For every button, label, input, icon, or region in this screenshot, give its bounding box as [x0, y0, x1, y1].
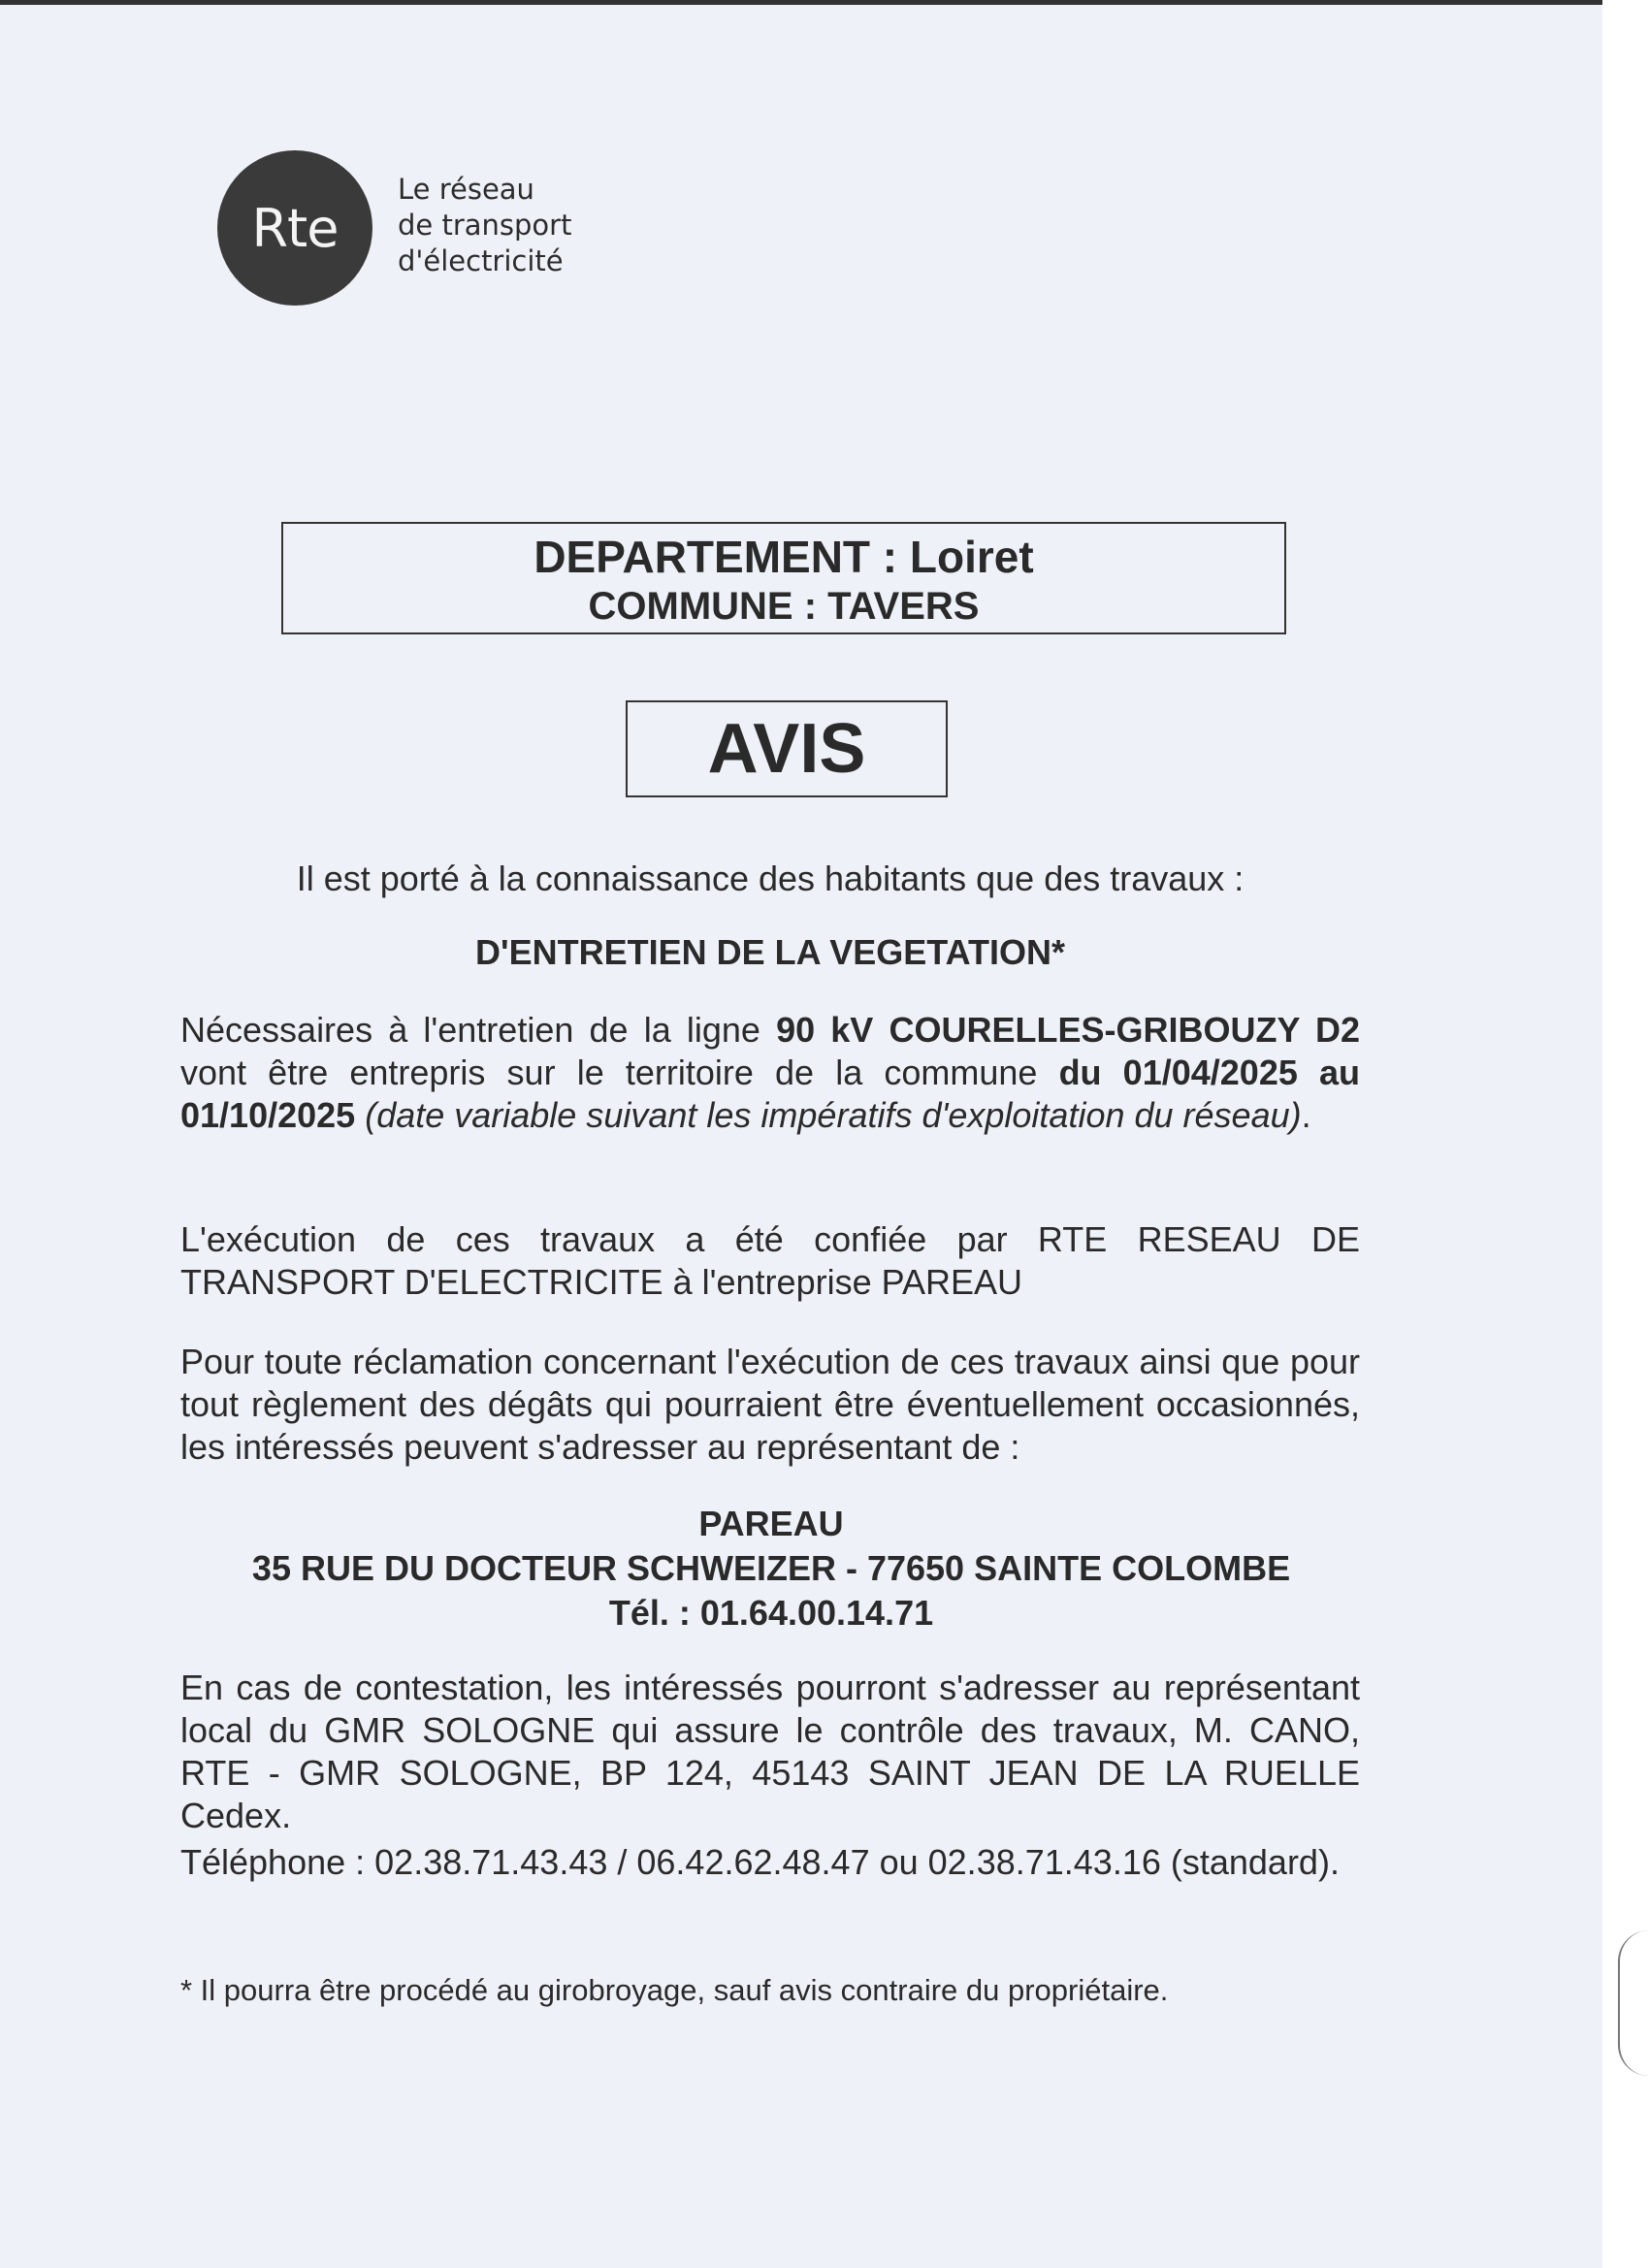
tagline-line-1: Le réseau: [398, 173, 534, 206]
contractor-contact-block: [146, 1502, 1397, 1636]
scan-edge-mark: [1618, 1930, 1649, 2076]
rte-logo-tagline: [398, 172, 650, 279]
tagline-line-3: d'électricité: [398, 244, 564, 277]
p1-text-end: .: [1301, 1095, 1311, 1135]
p1-text-2: vont être entrepris sur le territoire de la commune: [180, 1053, 1059, 1092]
commune-line: COMMUNE : TAVERS: [588, 585, 980, 628]
contractor-address: 35 RUE DU DOCTEUR SCHWEIZER - 77650 SAINTE COLOMBE: [251, 1548, 1291, 1588]
notice-title: AVIS: [626, 700, 948, 797]
tagline-line-2: de transport: [398, 209, 572, 242]
location-header-box: [281, 522, 1286, 634]
works-paragraph: [180, 1009, 1360, 1137]
contractor-paragraph: L'exécution de ces travaux a été confiée par RTE RESEAU DE TRANSPORT D'ELECTRICITE à l'entreprise PAREAU: [180, 1219, 1360, 1302]
works-subject: D'ENTRETIEN DE LA VEGETATION*: [475, 932, 1065, 972]
works-dates: du 01/04/2025 au 01/10/2025: [180, 1053, 1361, 1135]
footnote: * Il pourra être procédé au girobroyage, sauf avis contraire du propriétaire.: [180, 1973, 1169, 2007]
power-line-name: 90 kV COURELLES-GRIBOUZY D2: [776, 1010, 1360, 1050]
scan-top-edge: [0, 0, 1649, 5]
p1-text-1: Nécessaires à l'entretien de la ligne: [180, 1010, 777, 1050]
scan-right-margin: [1602, 0, 1649, 2268]
contractor-phone: Tél. : 01.64.00.14.71: [608, 1593, 934, 1633]
contractor-name: PAREAU: [698, 1504, 844, 1543]
rte-logo: [217, 150, 644, 315]
phone-paragraph: Téléphone : 02.38.71.43.43 / 06.42.62.48.47 ou 02.38.71.43.16 (standard).: [180, 1842, 1340, 1882]
dates-note: (date variable suivant les impératifs d'exploitation du réseau): [365, 1095, 1302, 1135]
p1-space: [355, 1095, 365, 1135]
rte-logo-mark: Rte: [217, 150, 372, 306]
departement-line: DEPARTEMENT : Loiret: [534, 532, 1034, 582]
dispute-paragraph: En cas de contestation, les intéressés pourront s'adresser au représentant local du GMR SOLOGNE qui assure le contrôle des travaux, M. CANO, RTE - GMR SOLOGNE, BP 124, 45143 SAINT JEAN DE LA RUELLE Cedex.: [180, 1668, 1360, 1835]
intro-text: Il est porté à la connaissance des habitants que des travaux :: [296, 859, 1245, 898]
claims-paragraph: Pour toute réclamation concernant l'exécution de ces travaux ainsi que pour tout règlement des dégâts qui pourraient être éventuellement occasionnés, les intéressés peuvent s'adresser au représentant de :: [180, 1342, 1360, 1467]
